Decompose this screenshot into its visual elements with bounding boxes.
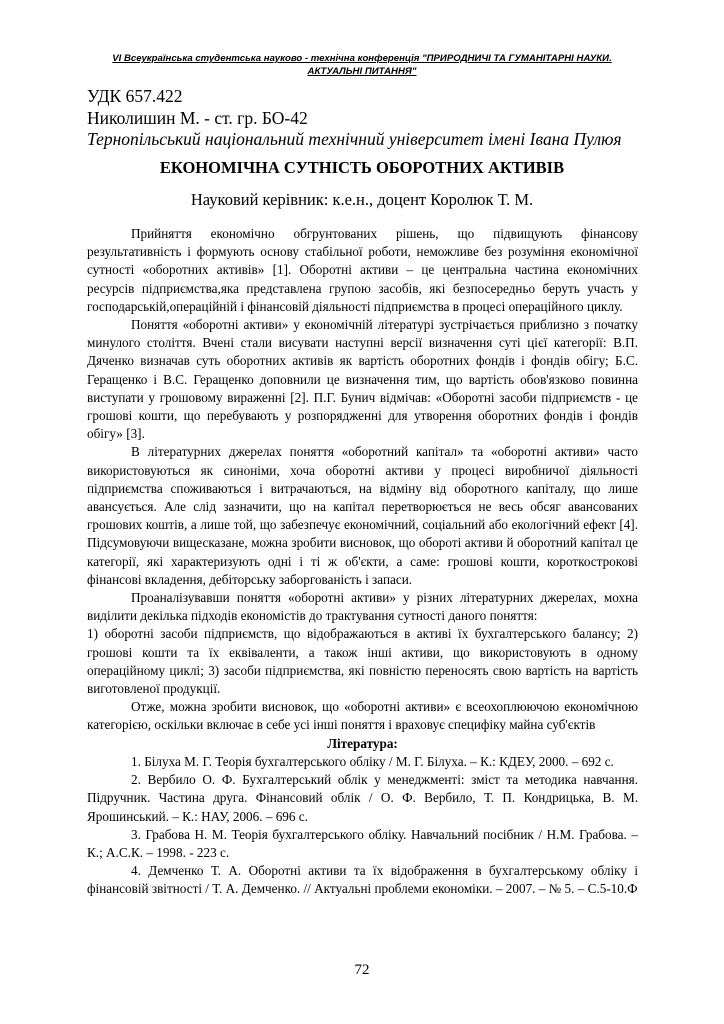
paragraph: В літературних джерелах поняття «оборотний капітал» та «оборотні активи» часто використовуються як синоніми, хоча оборотні активи у процесі виробничої діяльності підприємства споживаються і витрачаються, на відміну від оборотного капіталу, що лише авансується. Але слід зазначити, що на капітал перетворюється не весь обсяг авансованих грошових коштів, а лише той, що забезпечує економічний, соціальний або екологічний ефект [4]. Підсумовуючи вищесказане, можна зробити висновок, що обороті активи й оборотний капітал це категорії, які характеризують одні і ті ж об'єкти, а саме: грошові кошти, короткострокові фінансові вкладення, дебіторську заборгованість і запаси. (87, 444, 638, 587)
udc-code: УДК 657.422 (87, 86, 183, 106)
paragraph: Прийняття економічно обгрунтованих рішень, що підвищують фінансову результативність і формують основу стабільної роботи, неможливе без розуміння економічної сутності «оборотних активів» [1]. Оборотні активи – це центральна частина економічних ресурсів підприємства,яка представлена групою засобів, які безпосередньо беруть участь у господарській,операційній і фінансовій діяльності підприємства в процесі операційного циклу. (87, 226, 638, 314)
reference-item: 3. Грабова Н. М. Теорія бухгалтерського обліку. Навчальний посібник / Н.М. Грабова. – К.; А.С.К. – 1998. - 223 с. (87, 826, 638, 860)
reference-item: 4. Демченко Т. А. Оборотні активи та їх відображення в бухгалтерському обліку і фінансовій звітності / Т. А. Демченко. // Актуальні проблеми економіки. – 2007. – № 5. – С.5-10.Ф (87, 863, 638, 897)
paragraph: Отже, можна зробити висновок, що «оборотні активи» є всеохоплюючою економічною категорією, оскільки включає в себе усі інші поняття і враховує специфіку майна суб'єктів (87, 699, 638, 733)
article-title: ЕКОНОМІЧНА СУТНІСТЬ ОБОРОТНИХ АКТИВІВ (159, 158, 565, 177)
paragraph: Поняття «оборотні активи» у економічній літературі зустрічається приблизно з початку минулого століття. Вчені стали висувати наступні версії визначення суті цієї категорії: В.П. Дяченко визначав суть оборотних активів як вартість оборотних фондів і фондів обігу; Б.С. Геращенко і В.С. Геращенко доповнили це визначення тим, що вартість обов'язково повинна виступати у грошовому вираженні [2]. П.Г. Бунич відмічав: «Оборотні засоби підприємств - це грошові кошти, що перебувають у розпорядженні для утворення оборотних фондів і фондів обігу» [3]. (87, 317, 638, 442)
page-number: 72 (354, 962, 370, 978)
reference-item: 1. Білуха М. Г. Теорія бухгалтерського обліку / М. Г. Білуха. – К.: КДЕУ, 2000. – 692 с. (131, 753, 614, 769)
conference-header (70, 53, 654, 78)
reference-item: 2. Вербило О. Ф. Бухгалтерський облік у менеджменті: зміст та методика навчання. Підручник. Частина друга. Фінансовий облік / О. Ф. Вербило, Т. П. Кондрицька, В. М. Ярошинський. – К.: НАУ, 2006. – 696 с. (87, 772, 638, 824)
paragraph: 1) оборотні засоби підприємств, що відображаються в активі їх бухгалтерського балансу; 2) грошові кошти та їх еквіваленти, а також інші активи, що використовують в одному операційному циклі; 3) засоби підприємства, які повністю переносять свою вартість на вартість виготовленої продукції. (87, 626, 638, 697)
article-meta (87, 86, 647, 151)
article-body (87, 225, 638, 899)
author-line: Николишин М. - ст. гр. БО-42 (87, 107, 308, 128)
affiliation: Тернопільський національний технічний університет імені Івана Пулюя (87, 129, 622, 149)
conference-header-line2: АКТУАЛЬНІ ПИТАННЯ" (307, 65, 417, 77)
paragraph: Проаналізувавши поняття «оборотні активи» у різних літературних джерелах, мохна виділити декілька підходів економістів до трактування сутності даного поняття: (87, 590, 638, 624)
conference-header-line1: VI Всеукраїнська студентська науково - технічна конференція "ПРИРОДНИЧІ ТА ГУМАНІТАРНІ НАУКИ. (112, 53, 612, 64)
literature-heading: Література: (327, 735, 398, 751)
supervisor-line: Науковий керівник: к.е.н., доцент Королюк Т. М. (190, 190, 534, 209)
